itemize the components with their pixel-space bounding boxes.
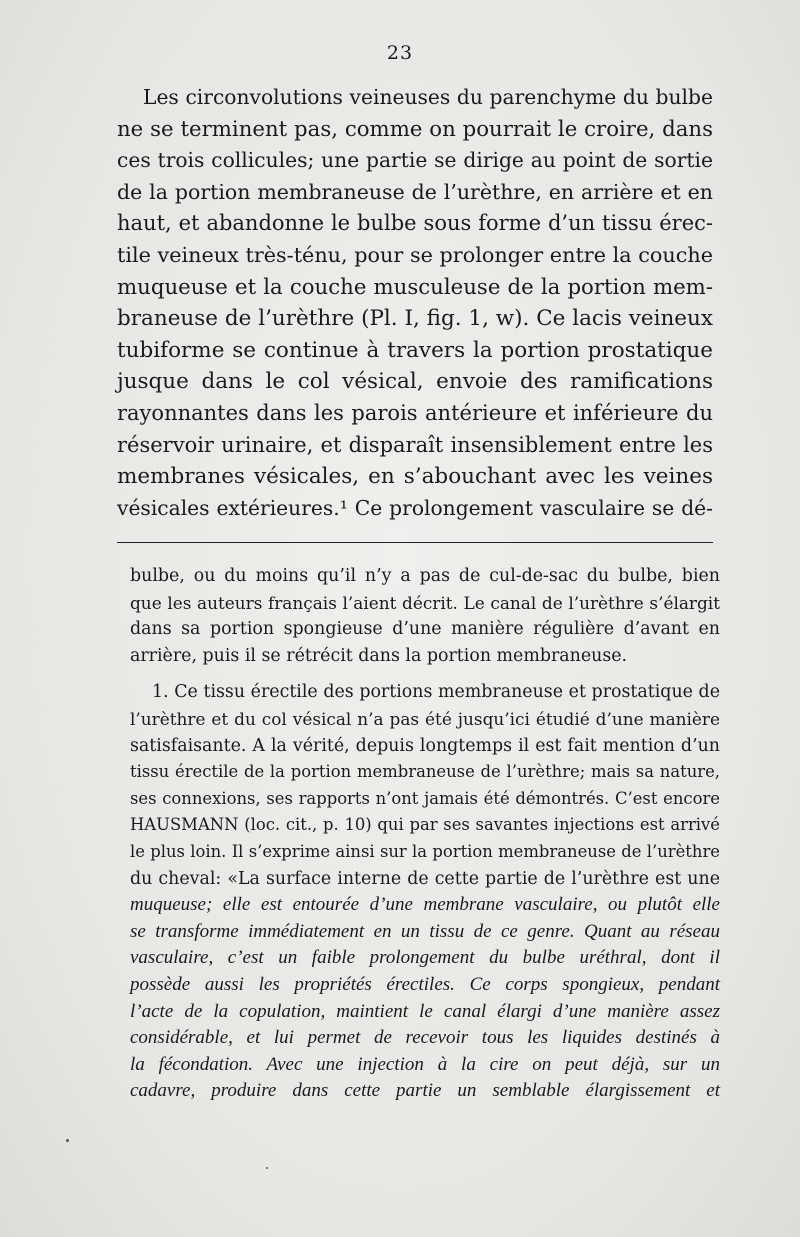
footnote-separator-rule <box>117 542 713 543</box>
footnote-line: tissu érectile de la portion membraneuse de l’urèthre; mais sa nature, <box>130 762 720 782</box>
main-paragraph <box>117 82 713 524</box>
footnote-quote-line: muqueuse; elle est entourée d’une membrane vasculaire, ou plutôt elle <box>130 894 720 916</box>
footnote-line: ses connexions, ses rapports n’ont jamais été démontrés. C’est encore <box>130 788 720 808</box>
main-line: muqueuse et la couche musculeuse de la portion mem- <box>117 274 713 300</box>
footnote-line: arrière, puis il se rétrécit dans la portion membraneuse. <box>130 645 628 666</box>
footnote-line: que les auteurs français l’aient décrit. Le canal de l’urèthre s’élargit <box>130 592 720 613</box>
footnote-quote-line: la fécondation. Avec une injection à la cire on peut déjà, sur un <box>130 1053 720 1075</box>
footnote-quote-line: vasculaire, c’est un faible prolongement du bulbe uréthral, dont il <box>130 947 720 969</box>
footnote-continuation <box>130 563 720 669</box>
footnote-line: du cheval: «La surface interne de cette partie de l’urèthre est une <box>130 868 720 889</box>
footnote-line: bulbe, ou du moins qu’il n’y a pas de cul-de-sac du bulbe, bien <box>130 566 720 586</box>
footnote-quote-line: se transforme immédiatement en un tissu de ce genre. Quant au réseau <box>130 920 720 942</box>
page-number: 23 <box>386 42 414 64</box>
paper-speck <box>66 1139 69 1142</box>
footnote-1 <box>130 679 720 1105</box>
footnotes <box>130 563 720 1105</box>
footnote-line: satisfaisante. A la vérité, depuis longtemps il est fait mention d’un <box>130 735 720 756</box>
main-line: réservoir urinaire, et disparaît insensiblement entre les <box>117 432 713 457</box>
paper-speck <box>266 1167 268 1169</box>
footnote-quote-line: possède aussi les propriétés érectiles. Ce corps spongieux, pendant <box>130 973 720 995</box>
main-line: ces trois collicules; une partie se dirige au point de sortie <box>117 148 713 173</box>
main-line: de la portion membraneuse de l’urèthre, en arrière et en <box>117 179 713 204</box>
footnote-quote-line: considérable, et lui permet de recevoir tous les liquides destinés à <box>130 1027 720 1049</box>
main-line: haut, et abandonne le bulbe sous forme d’un tissu érec- <box>117 211 713 236</box>
footnote-quote-line: cadavre, produire dans cette partie un semblable élargissement et <box>130 1080 720 1102</box>
main-line: ne se terminent pas, comme on pourrait le croire, dans <box>117 116 713 142</box>
footnote-line: l’urèthre et du col vésical n’a pas été jusqu’ici étudié d’une manière <box>130 708 720 729</box>
footnote-line: 1. Ce tissu érectile des portions membraneuse et prostatique de <box>152 682 720 703</box>
main-line: vésicales extérieures.¹ Ce prolongement vasculaire se dé- <box>117 495 713 520</box>
footnote-line: dans sa portion spongieuse d’une manière régulière d’avant en <box>130 619 720 640</box>
footnote-line: HAUSMANN (loc. cit., p. 10) qui par ses savantes injections est arrivé <box>130 815 720 835</box>
main-line: tubiforme se continue à travers la portion prostatique <box>117 337 713 363</box>
main-line: Les circonvolutions veineuses du parenchyme du bulbe <box>143 85 713 109</box>
main-line: braneuse de l’urèthre (Pl. I, fig. 1, w). Ce lacis veineux <box>117 306 713 332</box>
main-line: tile veineux très-ténu, pour se prolonger entre la couche <box>117 242 713 267</box>
main-line: jusque dans le col vésical, envoie des ramifications <box>117 369 713 395</box>
footnote-line: le plus loin. Il s’exprime ainsi sur la portion membraneuse de l’urèthre <box>130 841 720 861</box>
main-line: membranes vésicales, en s’abouchant avec les veines <box>117 464 713 490</box>
main-line: rayonnantes dans les parois antérieure et inférieure du <box>117 400 713 425</box>
footnote-quote-line: l’acte de la copulation, maintient le canal élargi d’une manière assez <box>130 1000 720 1022</box>
